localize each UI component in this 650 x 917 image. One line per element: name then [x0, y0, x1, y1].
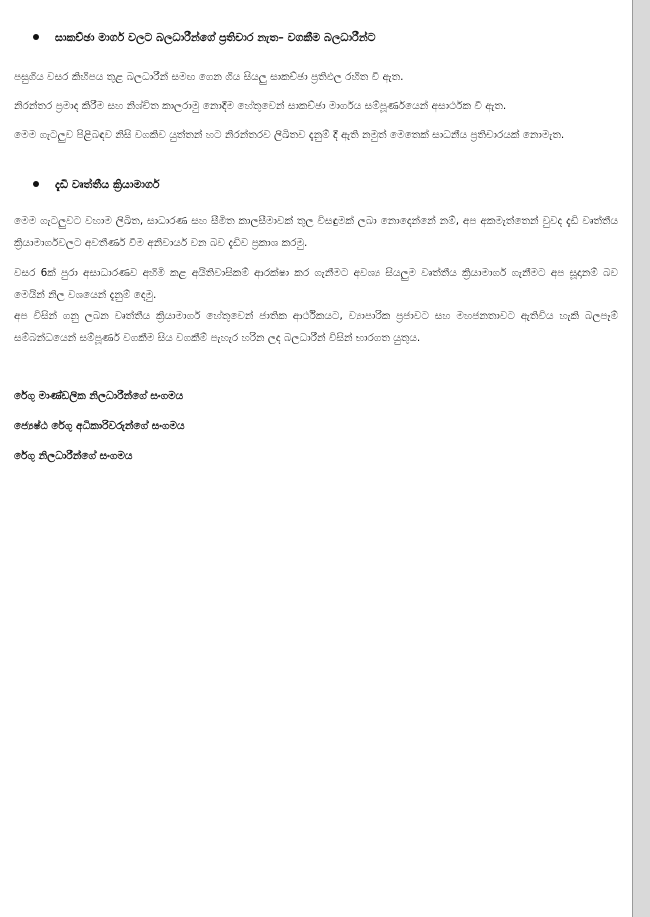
bullet-icon	[33, 181, 39, 187]
section-heading-text: සාකච්ඡා මාර්ග වලට බලධාරීන්ගේ ප්‍රතිචාර නැත– වගකීම බලධාරීන්ට	[55, 31, 376, 44]
paragraph: මෙම ගැටලුවට වහාම ලිඛිත, සාධාරණ සහ සීමිත කාලසීමාවක් තුල විසඳුමක් ලබා නොදෙන්නේ නම්, අප අකමැත්තෙන් වුවද දැඩි වෘත්තීය ක්‍රියාමාර්ගවලට අවතීර්ණ වීම අනිවාර්ය වන බව දැඩිව ප්‍රකාශ කරමු.	[14, 215, 618, 249]
paragraph: පසුගිය වසර කිහිපය තුළ බලධාරීන් සමඟ ගෙන ගිය සියලු සාකච්ඡා ප්‍රතිඵල රහිත වී ඇත.	[14, 71, 404, 83]
signatory: රේගු මාණ්ඩලික නිලධාරීන්ගේ සංගමය	[14, 390, 184, 402]
paragraph: වසර 6ක් පුරා අසාධාරණව අහිමි කළ අයිතිවාසිකම් ආරක්ෂා කර ගැනීමට අවශ්‍ය සියලුම වෘත්තීය ක්‍රියාමාර්ග ගැනීමට අප සූදානම් බව මෙයින් නිල වශයෙන් දැනුම් දෙමු.	[14, 267, 618, 301]
signatory: ජ්‍යෙෂ්ඨ රේගු අධිකාරිවරුන්ගේ සංගමය	[14, 420, 185, 432]
section-heading-text: දැඩි වෘත්තීය ක්‍රියාමාර්ග	[55, 178, 160, 191]
signatory: රේගු නිලධාරීන්ගේ සංගමය	[14, 450, 133, 462]
bullet-icon	[33, 34, 39, 40]
paragraph: මෙම ගැටලුව පිළිබඳව නිසි වගකිව යුත්තන් හට නිරන්තරව ලිඛිතව දැනුම් දී ඇති නමුත් මෙතෙක් සාධනීය ප්‍රතිචාරයක් නොමැත.	[14, 129, 565, 141]
section-heading-trade-union-action	[33, 177, 160, 193]
paragraph: අප විසින් ගනු ලබන වෘත්තීය ක්‍රියාමාර්ග හේතුවෙන් ජාතික ආර්ථිකයට, ව්‍යාපාරික ප්‍රජාවට සහ මහජනතාවට ඇතිවිය හැකි බලපෑම් සම්බන්ධයෙන් සම්පූර්ණ වගකීම සිය වගකීම් පැහැර හරින ලද බලධාරීන් විසින් භාරගත යුතුය.	[14, 310, 618, 344]
paragraph: නිරන්තර ප්‍රමාද කිරීම සහ නිශ්චිත කාලරාමු නොදීම හේතුවෙන් සාකච්ඡා මාර්ගය සම්පූර්ණයෙන් අසාර්ථක වී ඇත.	[14, 100, 507, 112]
section-heading-negotiations	[33, 30, 376, 46]
